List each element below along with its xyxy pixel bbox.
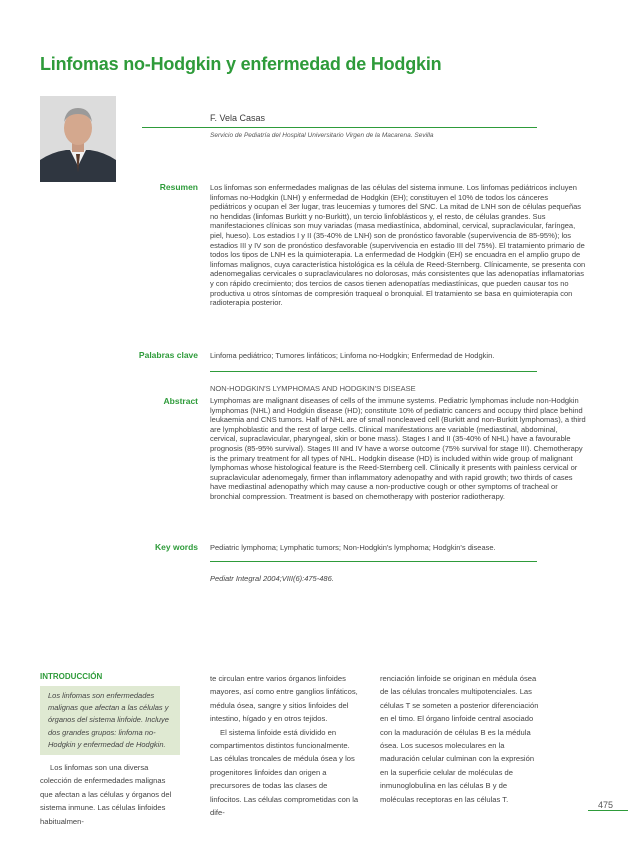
article-title: Linfomas no-Hodgkin y enfermedad de Hodgkin — [40, 54, 442, 74]
intro-column-1 — [40, 672, 180, 828]
page-number: 475 — [598, 800, 614, 810]
key-words-text: Pediatric lymphoma; Lymphatic tumors; Non-Hodgkin's lymphoma; Hodgkin's disease. — [210, 543, 496, 552]
intro-col2-paragraph-2: El sistema linfoide está dividido en compartimentos distintos funcionalmente. Las células troncales de médula ósea y los progenitores linfoides dan origen a precursores de todas las clases de linfocitos. Las células comprometidas con la dife- — [210, 727, 359, 818]
author-name: F. Vela Casas — [210, 113, 266, 123]
abstract-heading: NON-HODGKIN'S LYMPHOMAS AND HODGKIN'S DISEASE — [210, 384, 416, 393]
author-portrait-image — [40, 96, 116, 182]
author-divider — [142, 127, 537, 128]
intro-column-2 — [210, 672, 360, 819]
abstract-text: Lymphomas are malignant diseases of cells of the immune systems. Pediatric lymphomas include non-Hodgkin lymphomas (NHL) and Hodgkin disease (HD); constitute 10% of pediatric cancers and occupy third place behind leukaemia and CNS tumors. Half of NHL are of small noncleaved cell (Burkitt and non-Burkitt lymphomas), a third are lymphoblastic and the rest of large cells. Clinical manifestations are variable (mediastinal, abdominal, cervical, supraclavicular, pharyngeal, skin or bone mass). Stages I and II (35-40% of NHL) have a favourable prognosis (85-95% survival). Stages III and IV have a worse outcome (75% survival for stage III). Chemotherapy is the primary treatment for all types of NHL. Hodgkin disease (HD) is included within wide group of malignant lymphomas whose histological feature is the Reed-Sternberg cell. Clinically it presents with painless cervical or supraclavicular adenomegaly, firmer than inflammatory adenopathy and with rapid growth; two thirds of cases have mediastinal adenopathy which may cause a non-productive cough or other symptoms of tracheal or bronchial compression. Treatment is based on chemotherapy with posterior radiotherapy. — [210, 396, 586, 501]
resumen-label: Resumen — [159, 182, 198, 192]
author-photo — [40, 96, 116, 182]
key-words-label: Key words — [155, 542, 198, 552]
intro-highlight-box: Los linfomas son enfermedades malignas que afectan a las células y órganos del sistema linfoide. Incluye dos grandes grupos: linfoma no-Hodgkin y enfermedad de Hodgkin. — [40, 686, 180, 755]
citation: Pediatr Integral 2004;VIII(6):475-486. — [210, 574, 334, 583]
page-number-rule — [588, 810, 628, 811]
author-affiliation: Servicio de Pediatría del Hospital Universitario Virgen de la Macarena. Sevilla — [210, 132, 434, 139]
palabras-clave-text: Linfoma pediátrico; Tumores linfáticos; Linfoma no-Hodgkin; Enfermedad de Hodgkin. — [210, 351, 495, 360]
intro-col3-paragraph: renciación linfoide se originan en médula ósea de las células troncales multipotenciales. Las células T se someten a posterior diferenciación en el timo. El órgano linfoide central asociado con la maduración de células B es la médula ósea. Los sucesos moleculares en la maduración celular culminan con la expresión en la superficie celular de moléculas de inmunoglobulina en las células B y de moléculas receptoras en las células T. — [380, 674, 539, 804]
abstract-label: Abstract — [163, 396, 198, 406]
resumen-text: Los linfomas son enfermedades malignas de las células del sistema inmune. Los linfomas pediátricos incluyen linfomas no-Hodgkin (LNH) y enfermedad de Hodgkin (EH); constituyen el 10% de todos los cánceres pediátricos y ocupan el 3er lugar, tras leucemias y tumores del SNC. La mitad de LNH son de células pequeñas no hendidas (linfomas Burkitt y no-Burkitt), un tercio linfoblásticos y, el resto, de células grandes. Sus manifestaciones clínicas son muy variadas (masa mediastínica, abdominal, cervical, supraclavicular, faríngea, piel, hueso). Los estadios I y II (35-40% de LNH) son de pronóstico favorable (supervivencia de 85-95%); los estadios III y IV son de pronóstico desfavorable (supervivencia en estadio III del 75%). El tratamiento primario de todos los tipos de LNH es la quimioterapia. La enfermedad de Hodgkin (EH) se encuadra en el amplio grupo de linfomas malignos, cuya característica histológica es la célula de Reed-Sternberg. Clínicamente, se presenta con adenomegalias cervicales o supraclaviculares no dolorosas, más consistentes que las adenopatías inflamatorias y con rápido crecimiento; dos tercios de casos tienen adenopatías mediastínicas, que pueden causar tos no productiva u otros síntomas de compresión traqueal o bronquial. El tratamiento se basa en quimioterapia con radioterapia posterior. — [210, 183, 586, 308]
intro-col2-paragraph-1: te circulan entre varios órganos linfoides mayores, así como entre ganglios linfáticos, médula ósea, sangre y sitios linfoides del intestino, hígado y en otros tejidos. — [210, 674, 358, 724]
palabras-clave-label: Palabras clave — [138, 350, 198, 360]
intro-col1-paragraph: Los linfomas son una diversa colección de enfermedades malignas que afectan a las células y órganos del sistema inmune. Las células linfoides habitualmen- — [40, 763, 172, 826]
intro-heading: INTRODUCCIÓN — [40, 672, 103, 681]
intro-column-3 — [380, 672, 540, 806]
abstract-divider — [210, 561, 537, 562]
resumen-divider — [210, 371, 537, 372]
